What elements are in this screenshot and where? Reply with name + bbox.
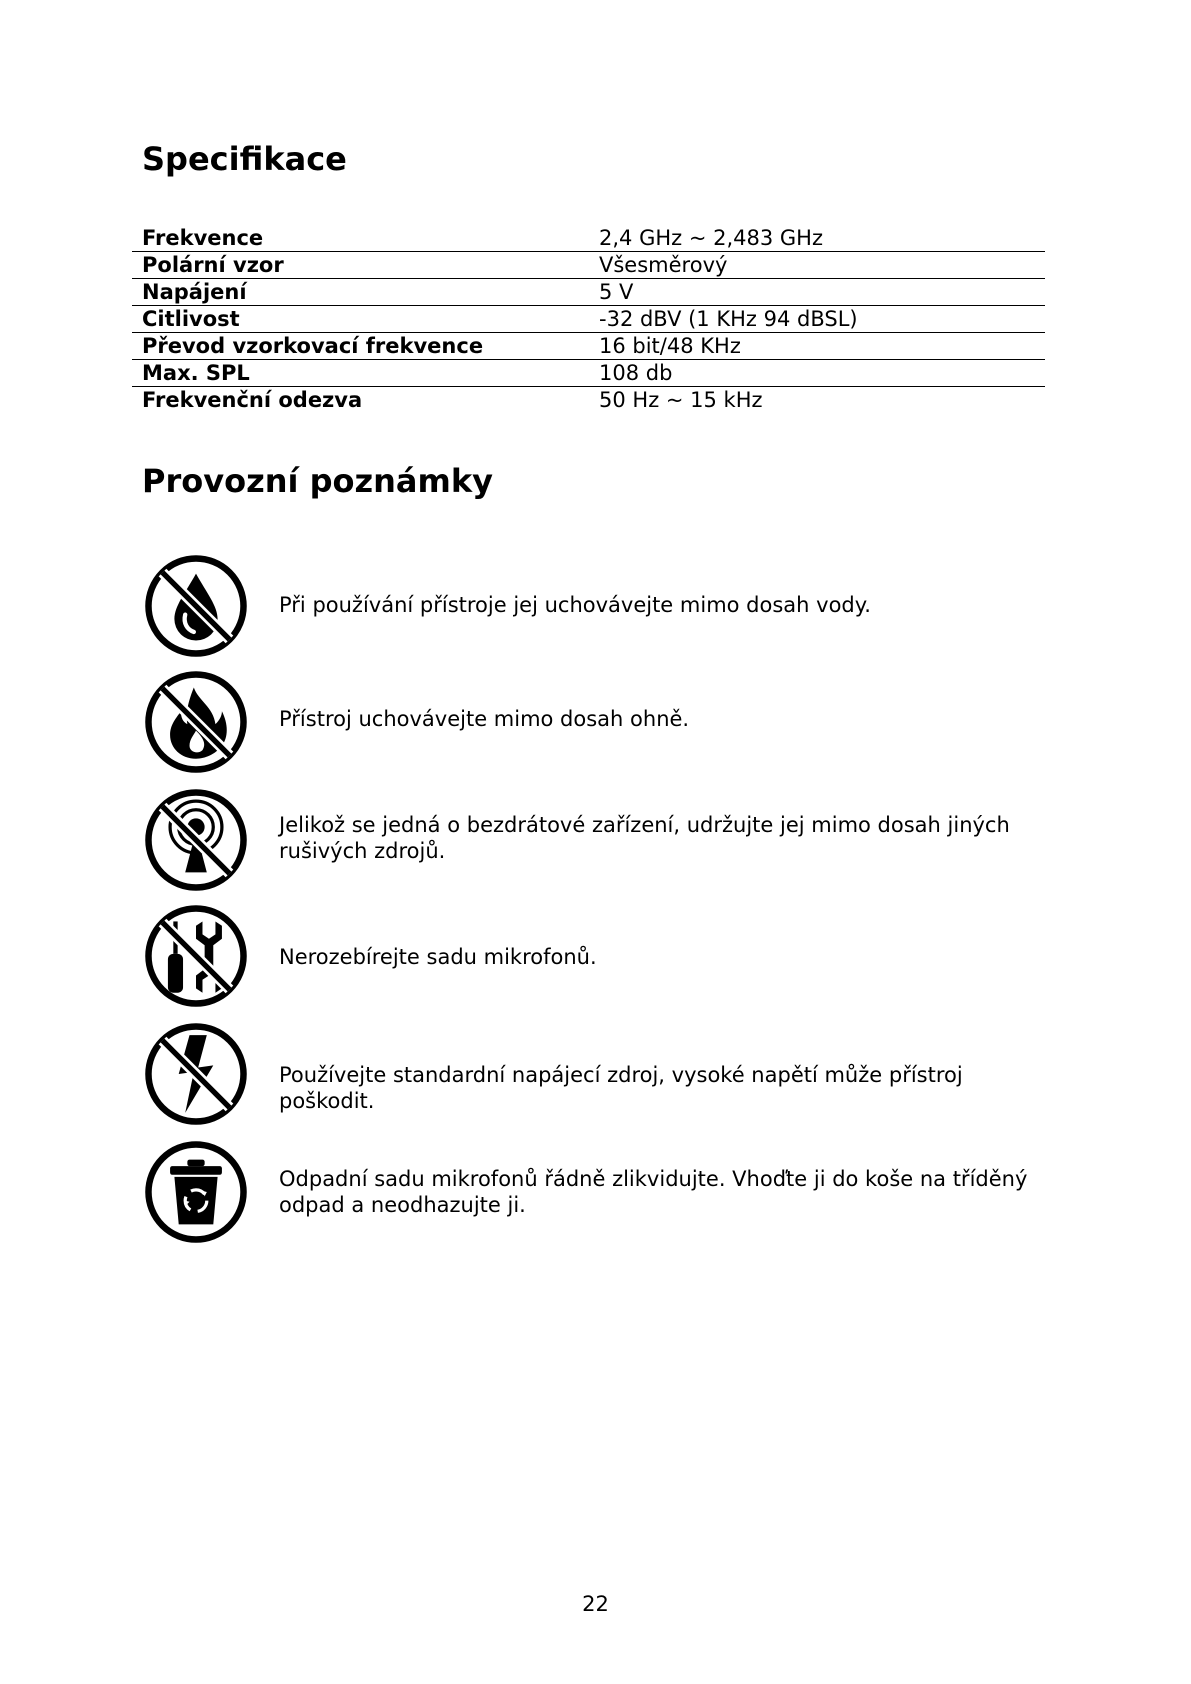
note-text: Používejte standardní napájecí zdroj, vysoké napětí může přístroj poškodit.: [279, 1063, 963, 1113]
spec-label: Převod vzorkovací frekvence: [142, 334, 484, 358]
table-row: [132, 252, 1045, 279]
no-fire-icon: [142, 668, 250, 776]
table-row: [132, 333, 1045, 360]
note-item: [142, 1138, 1042, 1248]
spec-value: 108 db: [599, 361, 673, 385]
notes-heading: Provozní poznámky: [142, 462, 493, 500]
no-water-icon: [142, 552, 250, 660]
recycle-bin-icon: [142, 1138, 250, 1246]
table-row: [132, 387, 1045, 414]
spec-heading: Specifikace: [142, 140, 347, 178]
note-item: [142, 552, 1042, 662]
note-item: [142, 902, 1042, 1012]
spec-value: 5 V: [599, 280, 634, 304]
spec-value: 2,4 GHz ~ 2,483 GHz: [599, 226, 823, 250]
spec-label: Frekvenční odezva: [142, 388, 363, 412]
note-text: Jelikož se jedná o bezdrátové zařízení, udržujte jej mimo dosah jiných rušivých zdrojů.: [279, 813, 1010, 863]
no-disassembly-icon: [142, 902, 250, 1010]
spec-label: Max. SPL: [142, 361, 250, 385]
note-item: [142, 668, 1042, 778]
spec-value: -32 dBV (1 KHz 94 dBSL): [599, 307, 858, 331]
spec-label: Frekvence: [142, 226, 264, 250]
spec-label: Polární vzor: [142, 253, 284, 277]
spec-label: Citlivost: [142, 307, 240, 331]
page-number: 22: [582, 1592, 609, 1616]
table-row: [132, 306, 1045, 333]
table-row: [132, 279, 1045, 306]
table-row: [132, 360, 1045, 387]
note-text: Nerozebírejte sadu mikrofonů.: [279, 945, 597, 969]
no-wireless-interference-icon: [142, 786, 250, 894]
spec-value: 16 bit/48 KHz: [599, 334, 741, 358]
no-high-voltage-icon: [142, 1020, 250, 1128]
table-row: [132, 225, 1045, 252]
spec-value: 50 Hz ~ 15 kHz: [599, 388, 763, 412]
spec-label: Napájení: [142, 280, 247, 304]
spec-table: [132, 225, 1045, 413]
spec-value: Všesměrový: [599, 253, 728, 277]
note-item: [142, 786, 1042, 896]
note-text: Přístroj uchovávejte mimo dosah ohně.: [279, 707, 690, 731]
note-text: Odpadní sadu mikrofonů řádně zlikvidujte. Vhoďte ji do koše na tříděný odpad a neodhazujte ji.: [279, 1167, 1028, 1217]
note-text: Při používání přístroje jej uchovávejte mimo dosah vody.: [279, 593, 871, 617]
note-item: [142, 1020, 1042, 1130]
